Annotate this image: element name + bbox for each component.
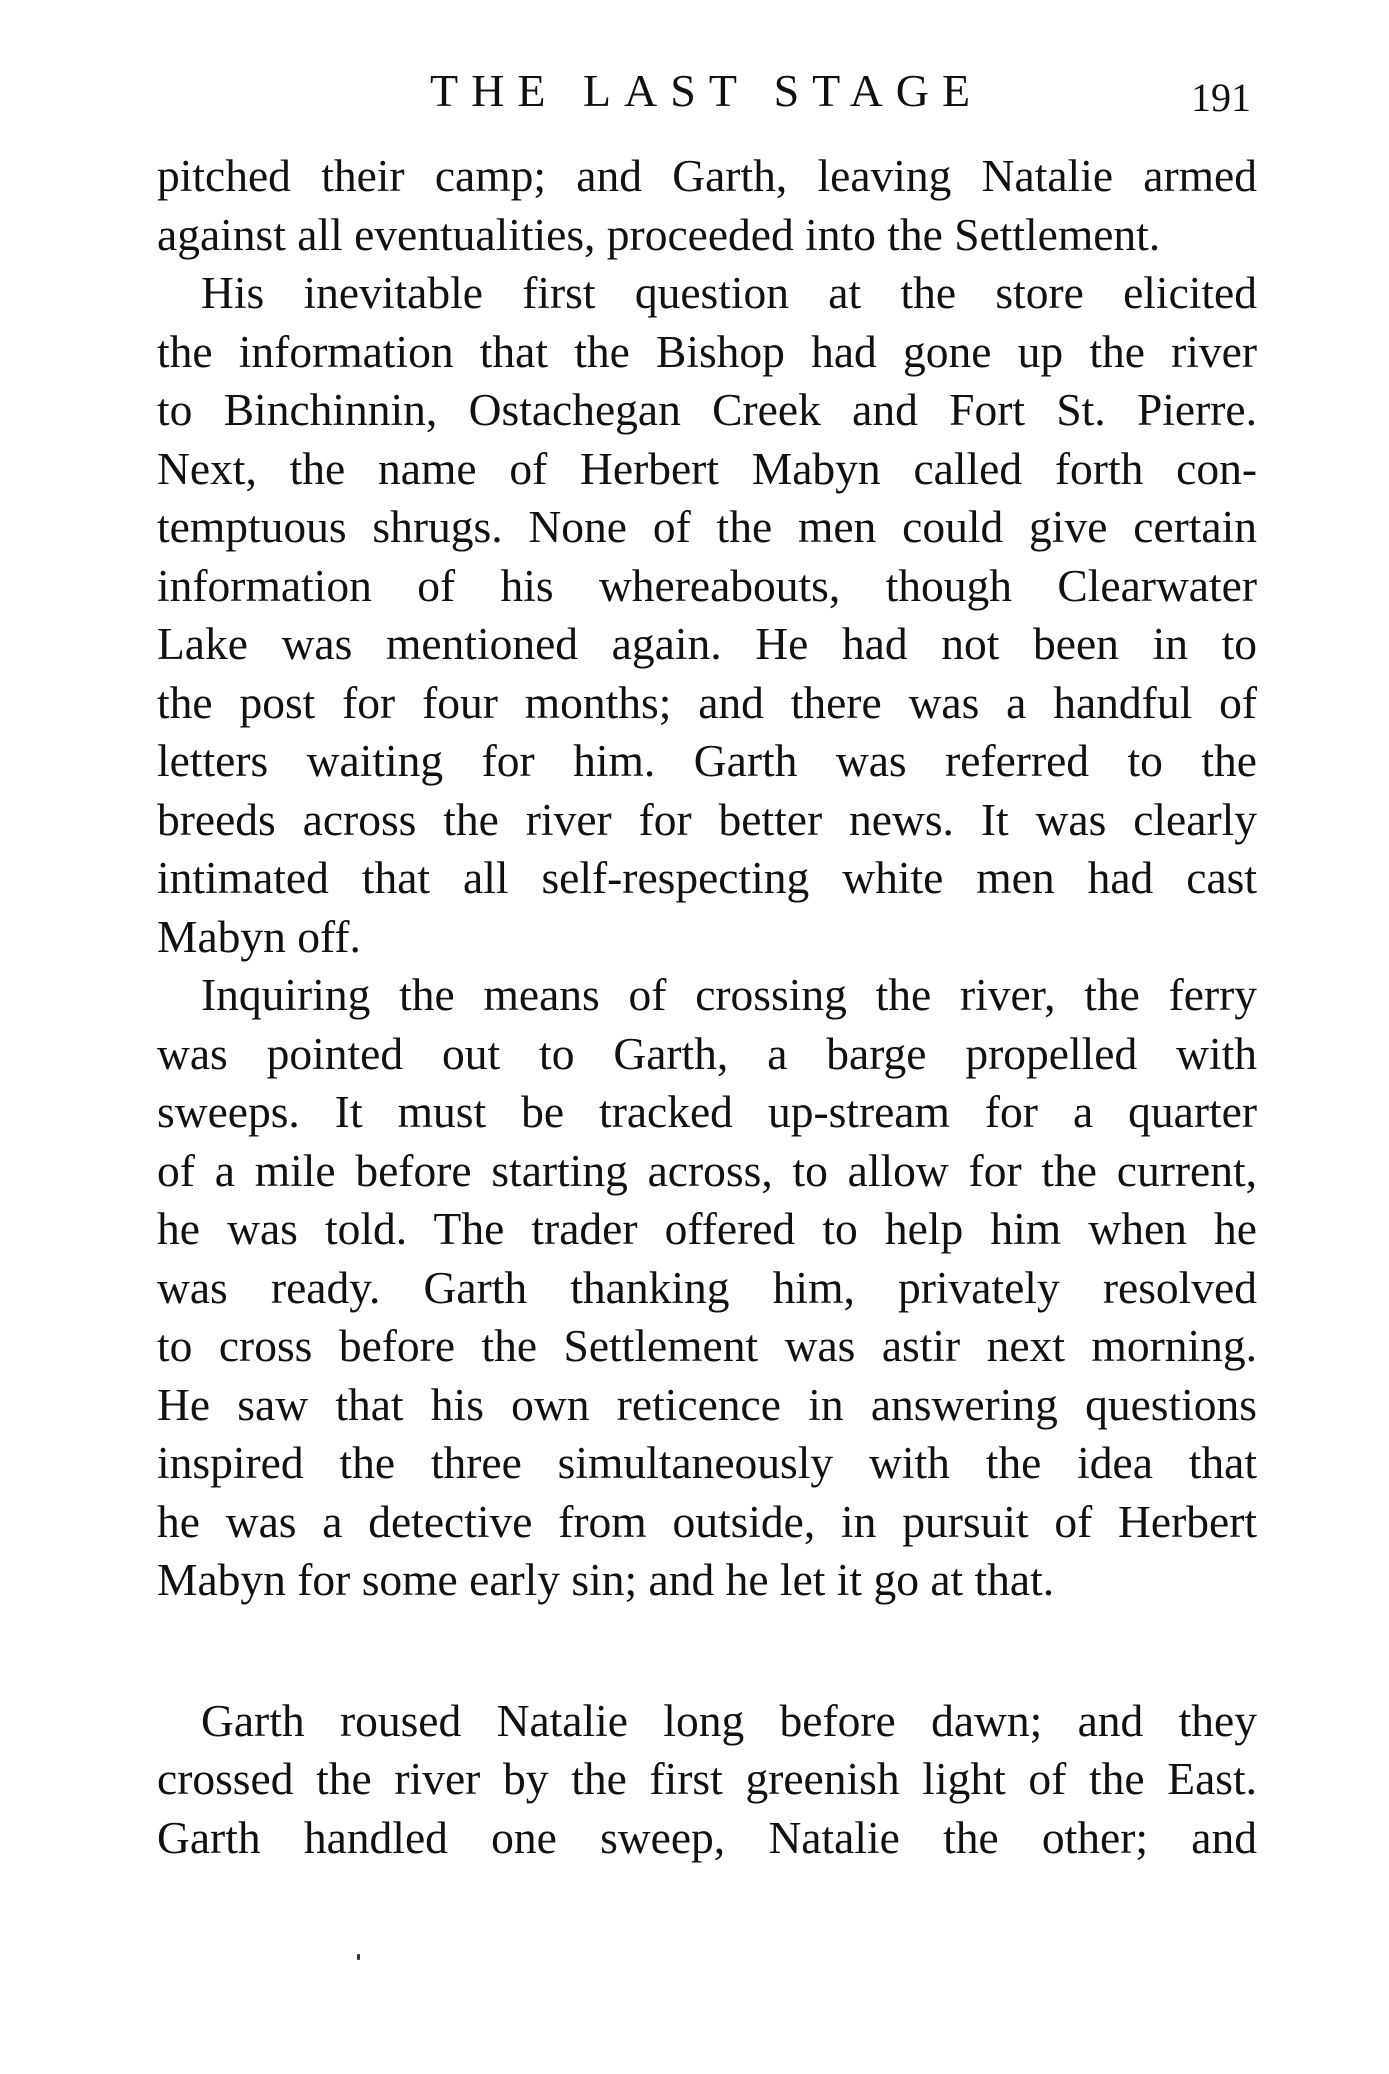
paragraph	[157, 264, 1257, 966]
section-break	[157, 1610, 1257, 1692]
text-line: to Binchinnin, Ostachegan Creek and Fort St. Pierre.	[157, 384, 1257, 435]
text-line: Garth roused Natalie long before dawn; and they	[201, 1694, 1257, 1746]
text-line: the post for four months; and there was a handful of	[157, 676, 1257, 728]
text-line: breeds across the river for better news. It was clearly	[157, 793, 1257, 845]
text-line: Lake was mentioned again. He had not been in to	[157, 618, 1257, 669]
text-line: Garth handled one sweep, Natalie the other; and	[157, 1811, 1257, 1863]
text-line: to cross before the Settlement was astir next morning.	[157, 1320, 1257, 1371]
text-line: Inquiring the means of crossing the river, the ferry	[201, 969, 1257, 1020]
text-line: intimated that all self-respecting white men had cast	[157, 852, 1257, 903]
running-title: THE LAST STAGE	[430, 65, 984, 116]
text-line: His inevitable first question at the store elicited	[201, 267, 1257, 318]
print-speck	[357, 1954, 360, 1960]
text-line: inspired the three simultaneously with the idea that	[157, 1437, 1257, 1488]
text-line: temptuous shrugs. None of the men could give certain	[157, 501, 1257, 552]
text-line: he was a detective from outside, in pursuit of Herbert	[157, 1495, 1257, 1547]
text-line: crossed the river by the first greenish light of the East.	[157, 1753, 1257, 1804]
paragraph	[157, 1692, 1257, 1868]
paragraph	[157, 147, 1257, 264]
text-line: information of his whereabouts, though Clearwater	[157, 559, 1257, 611]
text-line: he was told. The trader offered to help him when he	[157, 1203, 1257, 1254]
text-line: Next, the name of Herbert Mabyn called forth con-	[157, 442, 1257, 494]
text-line: the information that the Bishop had gone up the river	[157, 325, 1257, 377]
body-text	[157, 147, 1257, 1867]
text-line: letters waiting for him. Garth was referred to the	[157, 735, 1257, 786]
paragraph	[157, 966, 1257, 1610]
text-line: Mabyn off.	[157, 910, 361, 962]
text-line: was ready. Garth thanking him, privately resolved	[157, 1261, 1257, 1313]
text-line: sweeps. It must be tracked up-stream for a quarter	[157, 1086, 1257, 1137]
text-line: of a mile before starting across, to allow for the current,	[157, 1144, 1257, 1196]
page-number: 191	[1191, 75, 1251, 120]
text-line: was pointed out to Garth, a barge propelled with	[157, 1027, 1257, 1079]
text-line: pitched their camp; and Garth, leaving Natalie armed	[157, 150, 1257, 201]
text-line: against all eventualities, proceeded into the Settlement.	[157, 208, 1161, 260]
text-line: Mabyn for some early sin; and he let it go at that.	[157, 1554, 1055, 1605]
text-line: He saw that his own reticence in answering questions	[157, 1378, 1257, 1430]
